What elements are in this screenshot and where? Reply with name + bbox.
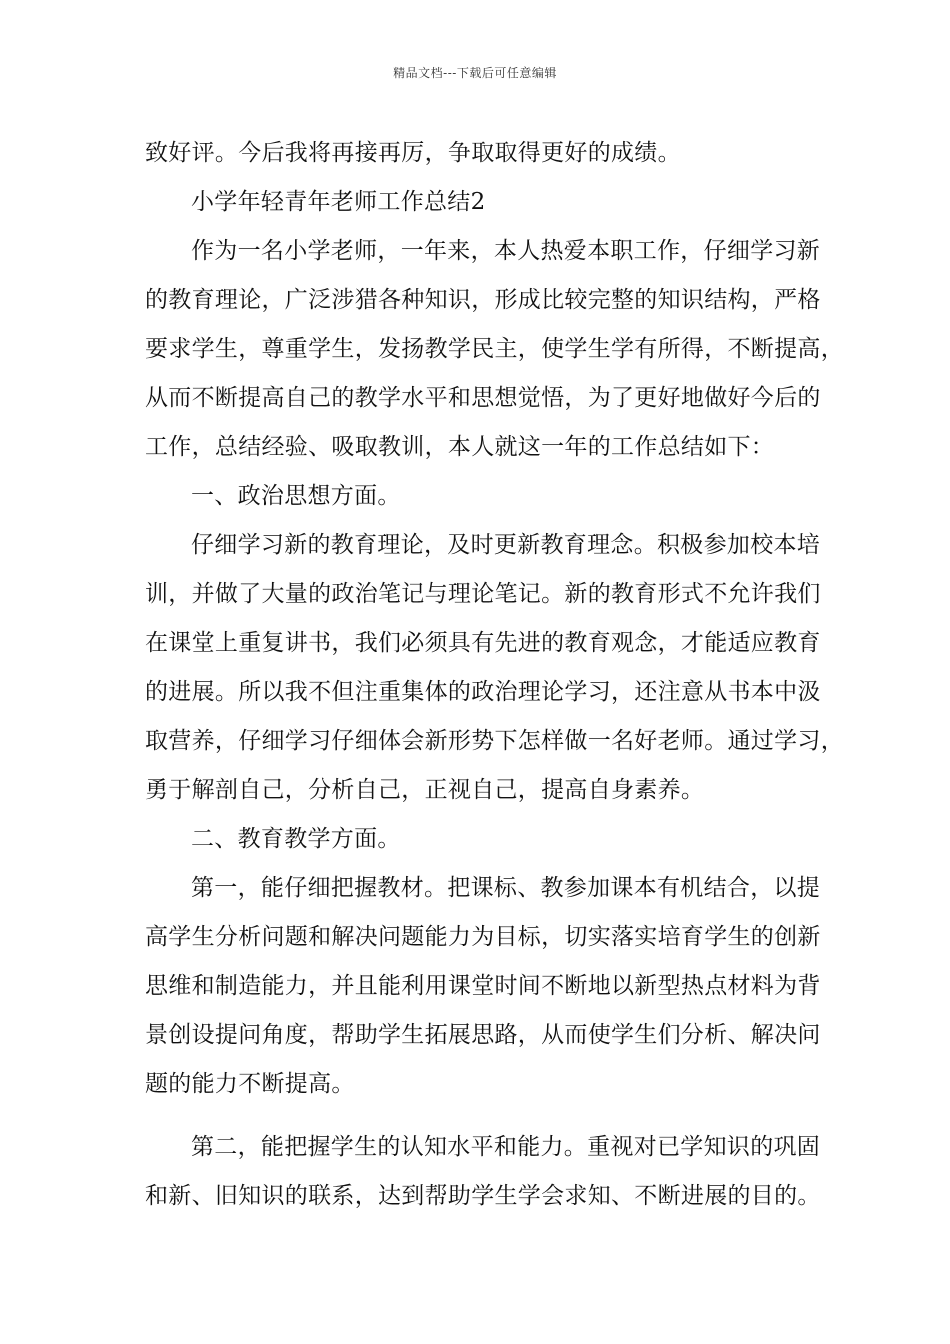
text-line: 取营养，仔细学习仔细体会新形势下怎样做一名好老师。通过学习， [145, 728, 844, 754]
text-line: 题的能力不断提高。 [145, 1071, 355, 1097]
text-line: 的教育理论，广泛涉猎各种知识，形成比较完整的知识结构，严格 [145, 287, 821, 313]
section-title: 小学年轻青年老师工作总结2 [191, 189, 486, 215]
text-line: 第一，能仔细把握教材。把课标、教参加课本有机结合，以提 [191, 875, 821, 901]
text-line: 致好评。今后我将再接再厉，争取取得更好的成绩。 [145, 140, 681, 166]
document-body [145, 129, 844, 1221]
text-line: 训，并做了大量的政治笔记与理论笔记。新的教育形式不允许我们 [145, 581, 821, 607]
text-line: 的进展。所以我不但注重集体的政治理论学习，还注意从书本中汲 [145, 679, 821, 705]
section-heading: 二、教育教学方面。 [191, 826, 401, 852]
text-line: 作为一名小学老师，一年来，本人热爱本职工作，仔细学习新 [191, 238, 821, 264]
paragraph-gap [145, 1109, 820, 1123]
text-line: 第二，能把握学生的认知水平和能力。重视对已学知识的巩固 [191, 1134, 821, 1160]
page-header: 精品文档---下载后可任意编辑 [393, 66, 557, 80]
text-line: 高学生分析问题和解决问题能力为目标，切实落实培育学生的创新 [145, 924, 821, 950]
text-line: 要求学生，尊重学生，发扬教学民主，使学生学有所得，不断提高， [145, 336, 844, 362]
text-line: 从而不断提高自己的教学水平和思想觉悟，为了更好地做好今后的 [145, 385, 821, 411]
text-line: 在课堂上重复讲书，我们必须具有先进的教育观念，才能适应教育 [145, 630, 821, 656]
text-line: 工作，总结经验、吸取教训，本人就这一年的工作总结如下： [145, 434, 775, 460]
text-line: 思维和制造能力，并且能利用课堂时间不断地以新型热点材料为背 [145, 973, 821, 999]
text-line: 勇于解剖自己，分析自己，正视自己，提高自身素养。 [145, 777, 705, 803]
text-line: 仔细学习新的教育理论，及时更新教育理念。积极参加校本培 [191, 532, 821, 558]
section-heading: 一、政治思想方面。 [191, 483, 401, 509]
text-line: 和新、旧知识的联系，达到帮助学生学会求知、不断进展的目的。 [145, 1183, 821, 1209]
text-line: 景创设提问角度，帮助学生拓展思路，从而使学生们分析、解决问 [145, 1022, 821, 1048]
